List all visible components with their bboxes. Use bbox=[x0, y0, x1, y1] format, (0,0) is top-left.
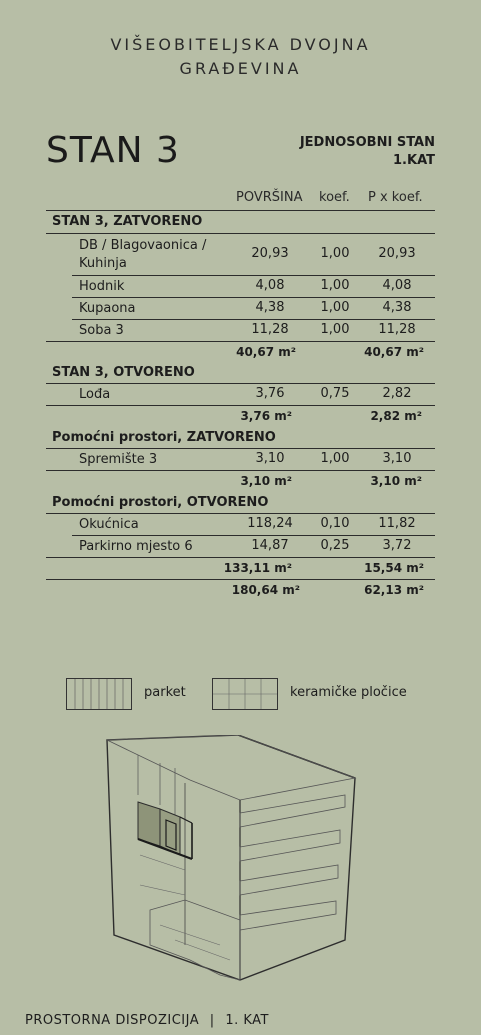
room-product: 3,72 bbox=[382, 538, 412, 553]
grand-total-area: 180,64 m² bbox=[231, 583, 300, 597]
table-rule bbox=[72, 535, 435, 536]
room-coef: 1,00 bbox=[320, 278, 350, 293]
room-name bbox=[79, 237, 206, 273]
room-name: Lođa bbox=[79, 387, 111, 402]
room-area: 11,28 bbox=[251, 322, 289, 337]
ceramic-tiles-swatch bbox=[212, 678, 278, 710]
section-title: Pomoćni prostori, ZATVORENO bbox=[52, 430, 276, 445]
table-rule bbox=[46, 579, 435, 580]
table-rule bbox=[46, 448, 435, 449]
footer bbox=[25, 1013, 269, 1028]
room-product: 4,38 bbox=[382, 300, 412, 315]
room-name-line1: DB / Blagovaonica / bbox=[79, 238, 207, 253]
room-name: Okućnica bbox=[79, 517, 139, 532]
room-area: 14,87 bbox=[251, 538, 289, 553]
unit-type bbox=[300, 134, 435, 170]
section-total-area: 3,76 m² bbox=[240, 409, 292, 423]
table-rule bbox=[46, 405, 435, 406]
section-total-product: 15,54 m² bbox=[364, 561, 424, 575]
table-rule bbox=[72, 297, 435, 298]
section-title: STAN 3, OTVORENO bbox=[52, 365, 195, 380]
section-title: STAN 3, ZATVORENO bbox=[52, 214, 203, 229]
section-total-product: 40,67 m² bbox=[364, 345, 424, 359]
parket-swatch bbox=[66, 678, 132, 710]
room-name: Spremište 3 bbox=[79, 452, 158, 467]
legend-ceramic-label: keramičke pločice bbox=[290, 685, 407, 700]
legend-parket-label: parket bbox=[144, 685, 186, 700]
room-product: 11,82 bbox=[378, 516, 416, 531]
room-product: 2,82 bbox=[382, 386, 412, 401]
table-rule bbox=[46, 557, 435, 558]
table-rule bbox=[46, 470, 435, 471]
room-area: 4,08 bbox=[255, 278, 285, 293]
room-coef: 0,25 bbox=[320, 538, 350, 553]
table-rule bbox=[46, 383, 435, 384]
room-area: 118,24 bbox=[247, 516, 293, 531]
room-product: 4,08 bbox=[382, 278, 412, 293]
column-header-area: POVRŠINA bbox=[236, 190, 303, 205]
unit-floor-label: 1.KAT bbox=[393, 153, 435, 168]
room-coef: 1,00 bbox=[320, 451, 350, 466]
section-total-product: 2,82 m² bbox=[370, 409, 422, 423]
room-area: 20,93 bbox=[251, 246, 289, 261]
column-header-coef: koef. bbox=[319, 190, 350, 205]
room-area: 3,76 bbox=[255, 386, 285, 401]
room-product: 11,28 bbox=[378, 322, 416, 337]
room-product: 20,93 bbox=[378, 246, 416, 261]
table-rule bbox=[46, 513, 435, 514]
room-name: Hodnik bbox=[79, 279, 125, 294]
room-area: 4,38 bbox=[255, 300, 285, 315]
footer-title: PROSTORNA DISPOZICIJA bbox=[25, 1013, 200, 1028]
section-total-product: 3,10 m² bbox=[370, 474, 422, 488]
building-isometric-drawing bbox=[100, 735, 360, 995]
table-rule bbox=[46, 341, 435, 342]
section-total-area: 40,67 m² bbox=[236, 345, 296, 359]
room-product: 3,10 bbox=[382, 451, 412, 466]
footer-floor: 1. KAT bbox=[225, 1013, 269, 1028]
room-name-line2: Kuhinja bbox=[79, 256, 127, 271]
section-title: Pomoćni prostori, OTVORENO bbox=[52, 495, 269, 510]
room-coef: 0,75 bbox=[320, 386, 350, 401]
table-rule bbox=[72, 275, 435, 276]
building-title-line2: GRAĐEVINA bbox=[179, 59, 302, 78]
room-coef: 1,00 bbox=[320, 322, 350, 337]
table-rule bbox=[46, 210, 435, 211]
room-name: Parkirno mjesto 6 bbox=[79, 539, 193, 554]
unit-title: STAN 3 bbox=[46, 130, 180, 171]
table-rule bbox=[46, 233, 435, 234]
section-total-area: 3,10 m² bbox=[240, 474, 292, 488]
grand-total-product: 62,13 m² bbox=[364, 583, 424, 597]
building-title-line1: VIŠEOBITELJSKA DVOJNA bbox=[110, 35, 371, 54]
section-total-area: 133,11 m² bbox=[223, 561, 292, 575]
footer-separator: | bbox=[209, 1013, 215, 1028]
unit-type-label: JEDNOSOBNI STAN bbox=[299, 135, 435, 150]
room-coef: 1,00 bbox=[320, 246, 350, 261]
room-coef: 1,00 bbox=[320, 300, 350, 315]
column-header-product: P x koef. bbox=[368, 190, 423, 205]
room-name: Soba 3 bbox=[79, 323, 124, 338]
table-rule bbox=[72, 319, 435, 320]
room-name: Kupaona bbox=[79, 301, 136, 316]
room-area: 3,10 bbox=[255, 451, 285, 466]
room-coef: 0,10 bbox=[320, 516, 350, 531]
